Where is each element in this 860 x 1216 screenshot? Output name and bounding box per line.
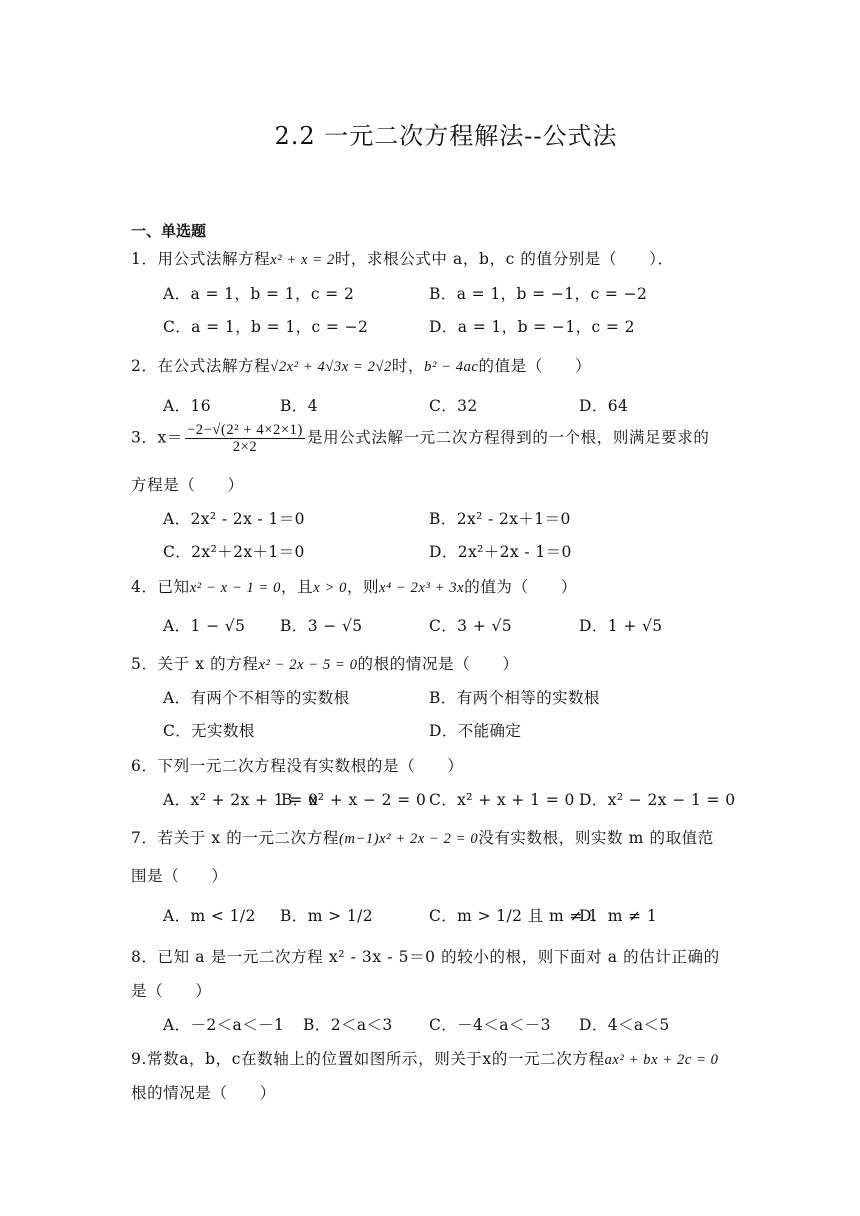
question-6-stem: 6．下列一元二次方程没有实数根的是（ ） [131, 757, 464, 775]
question-3-stem [131, 422, 709, 455]
page-title: 2.2 一元二次方程解法--公式法 [274, 122, 618, 150]
q7-text-a: 7．若关于 x 的一元二次方程 [131, 829, 339, 847]
q4-text-a: 4．已知 [131, 578, 190, 596]
q9-text-a: 9.常数a，b，c在数轴上的位置如图所示，则关于x的一元二次方程 [131, 1050, 605, 1068]
q4-text-d: 的值为（ ） [464, 578, 577, 596]
q6-option-a: A．x² + 2x + 1 = 0 [163, 791, 319, 809]
q7-option-c: C．m > 1/2 且 m ≠ 1 [429, 907, 599, 925]
q5-text-a: 5．关于 x 的方程 [131, 655, 259, 673]
q8-option-b: B．2＜a＜3 [303, 1016, 393, 1034]
q3-option-a: A．2x² - 2x - 1＝0 [163, 510, 305, 528]
q1-text-b: 时，求根公式中 a，b，c 的值分别是（ ）． [334, 250, 674, 268]
q5-option-a: A．有两个不相等的实数根 [163, 689, 350, 707]
q1-option-c: C．a = 1，b = 1，c = −2 [163, 318, 369, 336]
q3-fraction-numerator: −2−√(2² + 4×2×1) [187, 422, 303, 438]
q4-text-c: ，则 [346, 578, 380, 596]
q2-text-a: 2．在公式法解方程 [131, 357, 271, 375]
q2-option-c: C．32 [429, 397, 478, 415]
q3-option-b: B．2x² - 2x＋1＝0 [429, 510, 571, 528]
q5-option-d: D．不能确定 [429, 722, 522, 740]
q7-text-b: 没有实数根，则实数 m 的取值范 [478, 829, 714, 847]
q3-root-fraction [185, 422, 305, 455]
q9-stem-line2: 根的情况是（ ） [131, 1084, 276, 1102]
q3-option-c: C．2x²＋2x＋1＝0 [163, 543, 305, 561]
q8-option-d: D．4＜a＜5 [579, 1016, 670, 1034]
q4-option-d: D．1 + √5 [579, 617, 663, 635]
q6-option-d: D．x² − 2x − 1 = 0 [579, 791, 736, 809]
q7-option-a: A．m < 1/2 [163, 907, 256, 925]
q4-text-b: ，且 [281, 578, 314, 596]
question-9-stem [131, 1047, 719, 1069]
q1-text-a: 1．用公式法解方程 [131, 250, 271, 268]
q1-option-a: A．a = 1，b = 1，c = 2 [163, 285, 355, 303]
q8-option-c: C．－4＜a＜－3 [429, 1016, 551, 1034]
q8-stem-line2: 是（ ） [131, 982, 212, 1000]
q2-equation: √2x² + 4√3x = 2√2 [270, 359, 392, 375]
q6-option-c: C．x² + x + 1 = 0 [429, 791, 575, 809]
q1-option-b: B．a = 1，b = −1，c = −2 [429, 285, 648, 303]
q2-option-d: D．64 [579, 397, 629, 415]
q4-equation: x² − x − 1 = 0 [189, 580, 281, 596]
question-5-stem [131, 652, 519, 674]
question-1-stem [131, 247, 674, 269]
question-7-stem [131, 826, 714, 848]
q8-option-a: A．－2＜a＜－1 [163, 1016, 285, 1034]
question-2-stem [131, 354, 591, 376]
q2-option-a: A．16 [163, 397, 212, 415]
q7-option-d: D．m ≠ 1 [579, 907, 658, 925]
q7-equation: (m−1)x² + 2x − 2 = 0 [338, 831, 479, 847]
q4-option-c: C．3 + √5 [429, 617, 513, 635]
q6-option-b: B．x² + x − 2 = 0 [281, 791, 427, 809]
q5-option-b: B．有两个相等的实数根 [429, 689, 600, 707]
q7-stem-line2: 围是（ ） [131, 867, 228, 885]
q3-text-a: 3．x＝ [131, 428, 184, 447]
q1-option-d: D．a = 1，b = −1，c = 2 [429, 318, 635, 336]
section-heading: 一、单选题 [131, 222, 207, 240]
q5-text-b: 的根的情况是（ ） [357, 655, 519, 673]
q2-text-c: 的值是（ ） [478, 357, 592, 375]
q4-option-b: B．3 − √5 [280, 617, 363, 635]
q4-condition: x > 0 [313, 580, 347, 596]
q5-option-c: C．无实数根 [163, 722, 255, 740]
q4-option-a: A．1 − √5 [163, 617, 246, 635]
q1-equation: x² + x = 2 [270, 252, 335, 268]
q2-option-b: B．4 [280, 397, 318, 415]
q5-equation: x² − 2x − 5 = 0 [258, 657, 358, 673]
q7-option-b: B．m > 1/2 [280, 907, 373, 925]
q3-stem-line2: 方程是（ ） [131, 476, 244, 494]
q2-discriminant: b² − 4ac [424, 359, 479, 375]
q3-text-b: 是用公式法解一元二次方程得到的一个根，则满足要求的 [306, 428, 710, 447]
question-4-stem [131, 575, 577, 597]
q2-text-b: 时， [391, 357, 425, 375]
q9-equation: ax² + bx + 2c = 0 [604, 1052, 719, 1068]
q3-option-d: D．2x²＋2x - 1＝0 [429, 543, 572, 561]
question-8-stem: 8．已知 a 是一元二次方程 x² - 3x - 5＝0 的较小的根，则下面对 a 的估计正确的 [131, 948, 720, 966]
q3-fraction-denominator: 2×2 [232, 439, 258, 455]
q4-expression: x⁴ − 2x³ + 3x [379, 580, 465, 596]
